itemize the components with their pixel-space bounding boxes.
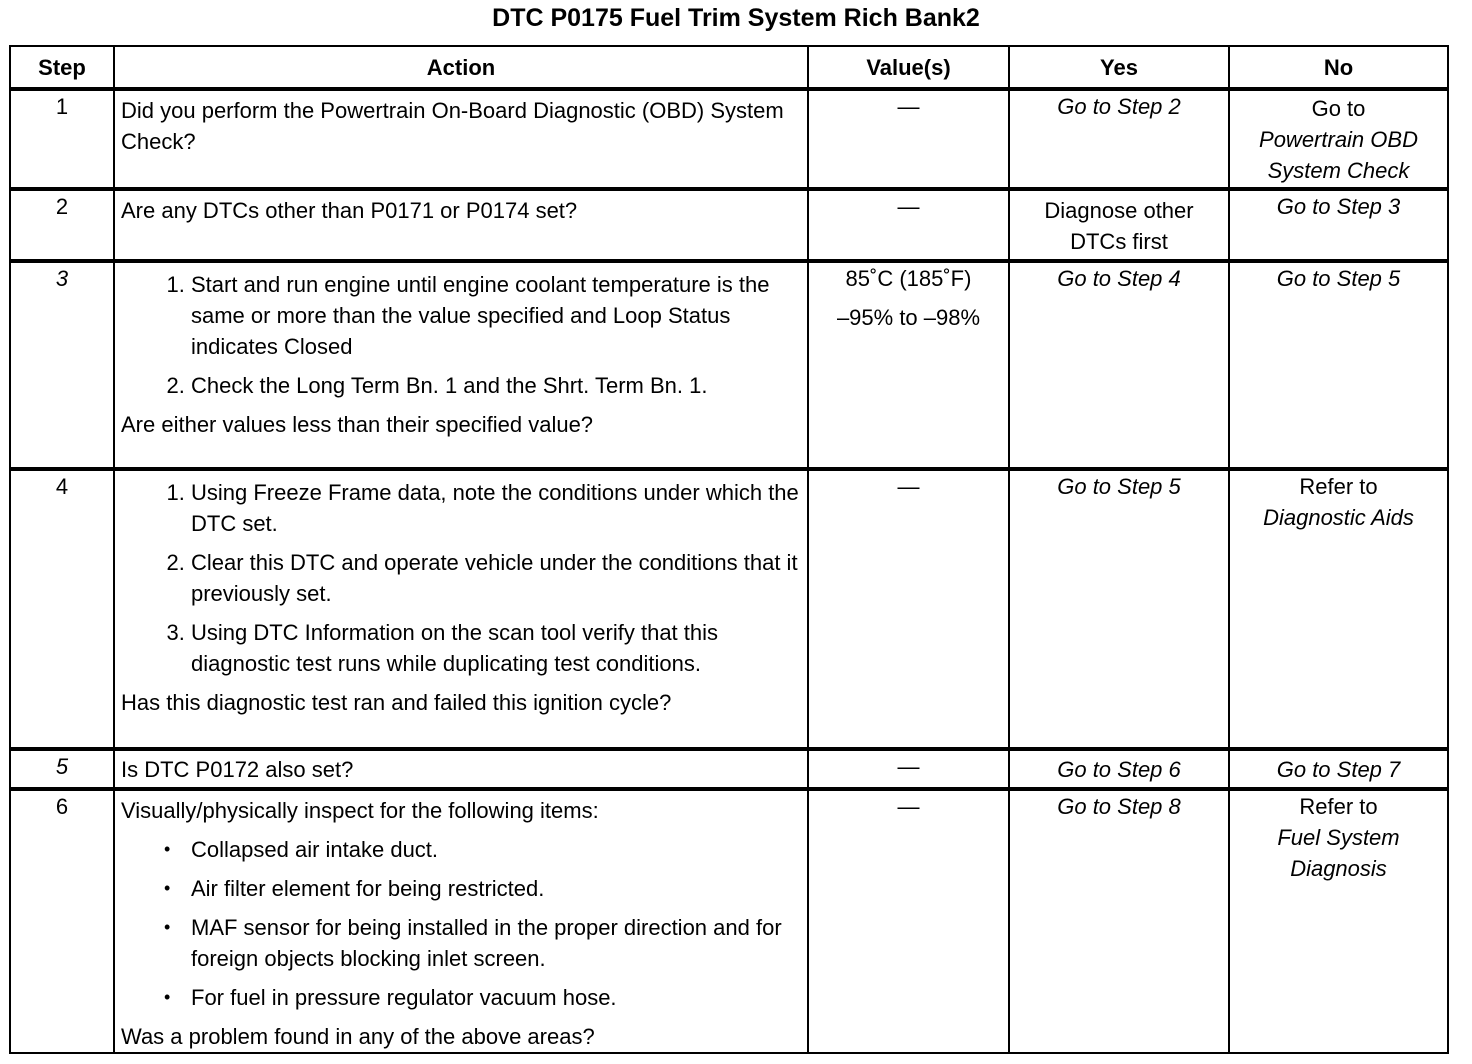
action-bullets: [121, 834, 801, 1013]
list-item: 2. Check the Long Term Bn. 1 and the Shrt. Term Bn. 1.: [191, 370, 801, 401]
no-cell: [1229, 89, 1448, 189]
no-line1: Refer to: [1299, 474, 1378, 499]
no-cell: [1229, 789, 1448, 1053]
yes-cell: Go to Step 2: [1009, 89, 1229, 189]
action-text: Did you perform the Powertrain On-Board Diagnostic (OBD) System Check?: [114, 89, 808, 189]
yes-cell: Go to Step 8: [1009, 789, 1229, 1053]
table-row: [10, 261, 1448, 469]
step-number: 2: [10, 189, 114, 261]
action-intro: Visually/physically inspect for the following items:: [121, 798, 599, 823]
header-row: [10, 46, 1448, 89]
table-row: [10, 789, 1448, 1053]
page-title: DTC P0175 Fuel Trim System Rich Bank2: [492, 4, 980, 32]
yes-cell: Go to Step 4: [1009, 261, 1229, 469]
value-cell: —: [808, 749, 1009, 789]
step-number: 1: [10, 89, 114, 189]
header-step: Step: [10, 46, 114, 89]
action-question: Are either values less than their specified value?: [121, 412, 594, 437]
no-prefix: Refer to: [1299, 794, 1378, 819]
yes-cell: Go to Step 6: [1009, 749, 1229, 789]
action-cell: [114, 469, 808, 749]
no-cell: [1229, 469, 1448, 749]
list-item: 2. Clear this DTC and operate vehicle under the conditions that it previously set.: [191, 547, 801, 609]
step-number: 4: [10, 469, 114, 749]
value-cell: [808, 261, 1009, 469]
action-question: Was a problem found in any of the above areas?: [121, 1024, 595, 1049]
value-cell: —: [808, 189, 1009, 261]
action-cell: [114, 789, 808, 1053]
step-number: 3: [10, 261, 114, 469]
yes-cell: Go to Step 5: [1009, 469, 1229, 749]
action-cell: [114, 261, 808, 469]
list-item: 3. Using DTC Information on the scan tool verify that this diagnostic test runs while duplicating test conditions.: [191, 617, 801, 679]
list-item: • Air filter element for being restricted.: [191, 873, 801, 904]
value-cell: —: [808, 469, 1009, 749]
value-cell: —: [808, 789, 1009, 1053]
no-cell: Go to Step 5: [1229, 261, 1448, 469]
action-list: [121, 269, 801, 401]
value-percent: –95% to –98%: [836, 305, 981, 330]
list-item: • MAF sensor for being installed in the proper direction and for foreign objects blocking inlet screen.: [191, 912, 801, 974]
no-line1: Go to: [1311, 96, 1366, 121]
no-line2: Fuel System Diagnosis: [1277, 825, 1400, 881]
value-cell: —: [808, 89, 1009, 189]
table-row: [10, 189, 1448, 261]
no-line1: [1236, 791, 1441, 822]
header-no: No: [1229, 46, 1448, 89]
no-cell: Go to Step 3: [1229, 189, 1448, 261]
action-question: Has this diagnostic test ran and failed this ignition cycle?: [121, 690, 672, 715]
action-text: Is DTC P0172 also set?: [114, 749, 808, 789]
table-row: [10, 749, 1448, 789]
table-row: [10, 469, 1448, 749]
header-values: Value(s): [808, 46, 1009, 89]
value-temp: 85˚C (185˚F): [845, 266, 972, 291]
no-line2: Diagnostic Aids: [1263, 505, 1414, 530]
step-number: 6: [10, 789, 114, 1053]
action-list: [121, 477, 801, 679]
list-item: 1. Start and run engine until engine coolant temperature is the same or more than the value specified and Loop Status indicates Closed: [191, 269, 801, 362]
list-item: • For fuel in pressure regulator vacuum hose.: [191, 982, 801, 1013]
list-item: • Collapsed air intake duct.: [191, 834, 801, 865]
action-text: Are any DTCs other than P0171 or P0174 set?: [114, 189, 808, 261]
no-cell: Go to Step 7: [1229, 749, 1448, 789]
list-item: 1. Using Freeze Frame data, note the conditions under which the DTC set.: [191, 477, 801, 539]
diagnostic-table: [9, 45, 1449, 1054]
header-yes: Yes: [1009, 46, 1229, 89]
yes-cell: Diagnose other DTCs first: [1009, 189, 1229, 261]
header-action: Action: [114, 46, 808, 89]
table-row: [10, 89, 1448, 189]
step-number: 5: [10, 749, 114, 789]
no-line2: Powertrain OBD System Check: [1259, 127, 1418, 183]
